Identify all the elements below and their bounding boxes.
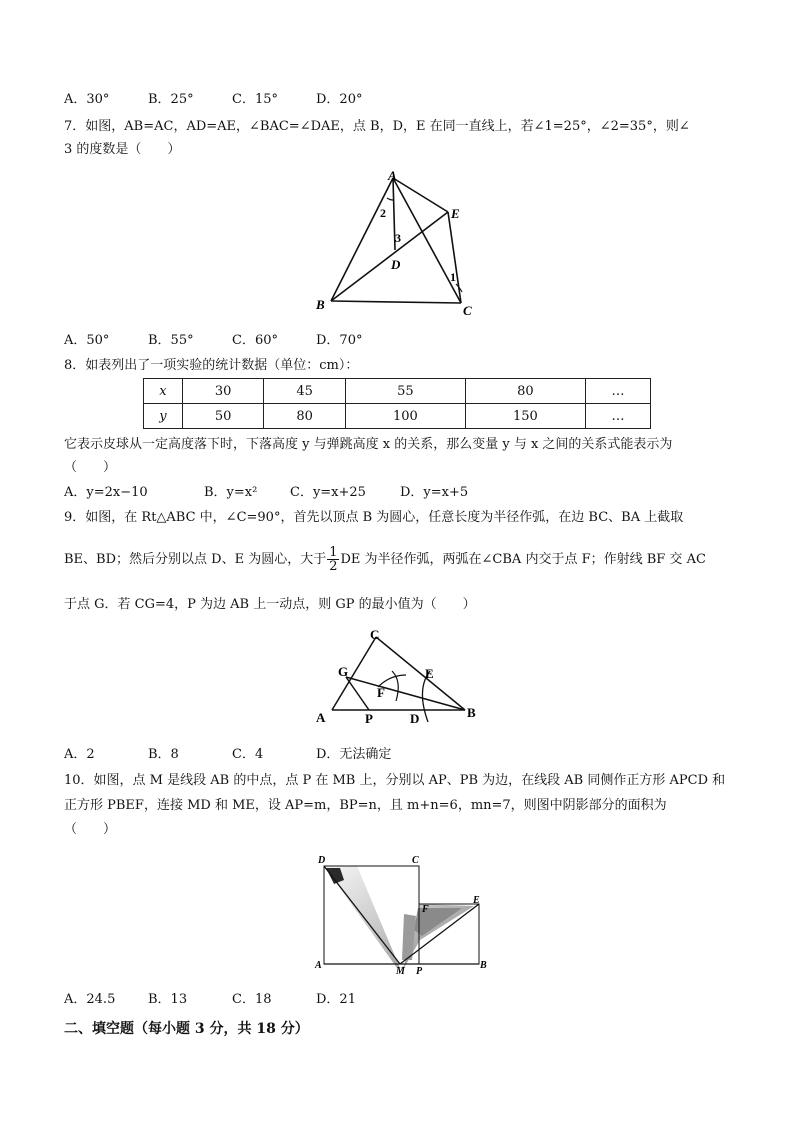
q8-choice-c[interactable]: C．y=x+25 [290, 485, 366, 500]
table-cell: … [585, 379, 650, 404]
table-row [144, 404, 651, 429]
q9-fraction [327, 546, 339, 573]
q7-label-b: B [316, 297, 325, 312]
q7-label-e: E [451, 206, 460, 221]
q9-choice-d[interactable]: D．无法确定 [316, 747, 392, 762]
q7-seg-ae [393, 178, 448, 212]
q10-shaded-region [324, 866, 474, 968]
q10-choice-a[interactable]: A．24.5 [64, 992, 116, 1007]
table-cell: 150 [465, 404, 585, 429]
q7-choice-a[interactable]: A．50° [64, 333, 110, 348]
q9-label-p: P [365, 711, 373, 726]
q7-seg-ab [331, 178, 393, 301]
q9-label-e: E [425, 666, 434, 681]
table-cell: y [144, 404, 183, 429]
q9-label-g: G [338, 664, 349, 679]
q10-label-e: E [473, 895, 480, 906]
q10-label-m: M [396, 966, 405, 977]
table-cell: 50 [182, 404, 264, 429]
q7-label-a: A [388, 168, 397, 183]
q9-label-c: C [370, 627, 380, 642]
table-row [144, 379, 651, 404]
q9-choice-a[interactable]: A．2 [64, 747, 95, 762]
q6-choice-b[interactable]: B．25° [148, 92, 194, 107]
table-cell: 30 [182, 379, 264, 404]
q8-stem: 8．如表列出了一项实验的统计数据（单位：cm）： [64, 358, 359, 373]
q8-choice-a[interactable]: A．y=2x−10 [64, 485, 148, 500]
q8-data-table [143, 378, 651, 429]
q7-label-1: 1 [450, 270, 456, 284]
q8-choices [64, 484, 510, 502]
q7-choice-b[interactable]: B．55° [148, 333, 194, 348]
q10-figure [312, 850, 492, 980]
q10-stem-line1: 10．如图，点 M 是线段 AB 的中点，点 P 在 MB 上，分别以 AP、PB 为边，在线段 AB 同侧作正方形 APCD 和 [64, 773, 726, 788]
q10-label-f: F [422, 904, 429, 915]
q7-angle2-arc [387, 198, 393, 200]
q6-choice-a[interactable]: A．30° [64, 92, 110, 107]
q10-choice-c[interactable]: C．18 [232, 992, 272, 1007]
q7-seg-be [331, 212, 448, 301]
q10-label-d: D [318, 855, 326, 866]
table-cell: x [144, 379, 183, 404]
q8-choice-d[interactable]: D．y=x+5 [400, 485, 469, 500]
q10-stem-line3: （ ） [64, 822, 117, 837]
q9-stem-line2-part1: BE、BD；然后分别以点 D、E 为圆心，大于 [64, 552, 327, 567]
q10-label-c: C [412, 855, 419, 866]
q10-label-a: A [315, 960, 322, 971]
q9-stem-line1: 9．如图，在 Rt△ABC 中，∠C=90°，首先以顶点 B 为圆心，任意长度为半径作弧，在边 BC、BA 上截取 [64, 510, 684, 525]
q9-label-b: B [467, 705, 476, 720]
q7-label-2: 2 [380, 206, 386, 220]
q10-label-p: P [416, 966, 423, 977]
q10-stem-line2: 正方形 PBEF，连接 MD 和 ME，设 AP=m，BP=n，且 m+n=6，mn=7，则图中阴影部分的面积为 [64, 798, 667, 813]
q9-choice-c[interactable]: C．4 [232, 747, 264, 762]
q9-stem-line3: 于点 G．若 CG=4，P 为边 AB 上一动点，则 GP 的最小值为（ ） [64, 597, 476, 612]
q10-choice-d[interactable]: D．21 [316, 992, 356, 1007]
q10-choice-b[interactable]: B．13 [148, 992, 188, 1007]
q7-seg-ac [393, 178, 461, 303]
table-cell: 45 [264, 379, 346, 404]
q9-label-f: F [377, 685, 385, 700]
q10-label-b: B [480, 960, 487, 971]
q9-label-a: A [316, 710, 326, 725]
q7-label-c: C [463, 303, 472, 318]
q7-figure [310, 168, 485, 318]
table-cell: … [585, 404, 650, 429]
table-cell: 80 [264, 404, 346, 429]
q6-choice-c[interactable]: C．15° [232, 92, 278, 107]
table-cell: 80 [465, 379, 585, 404]
q9-stem-line2 [64, 544, 706, 576]
q7-choice-d[interactable]: D．70° [316, 333, 363, 348]
q10-choices [64, 991, 400, 1009]
q9-seg-bg [346, 677, 465, 710]
q9-stem-line2-part2: DE 为半径作弧，两弧在∠CBA 内交于点 F；作射线 BF 交 AC [340, 552, 706, 567]
section-heading: 二、填空题（每小题 3 分，共 18 分） [64, 1021, 309, 1037]
q9-frac-numerator: 1 [329, 545, 338, 560]
q8-desc-line2: （ ） [64, 460, 117, 475]
q7-seg-bc [331, 301, 461, 303]
q8-desc-line1: 它表示皮球从一定高度落下时，下落高度 y 与弹跳高度 x 的关系，那么变量 y 与 x 之间的关系式能表示为 [64, 437, 673, 452]
q8-choice-b[interactable]: B．y=x² [204, 485, 258, 500]
table-cell: 100 [345, 404, 465, 429]
q6-choice-d[interactable]: D．20° [316, 92, 363, 107]
q9-seg-cb [376, 637, 465, 710]
table-cell: 55 [345, 379, 465, 404]
q9-frac-denominator: 2 [329, 559, 338, 574]
q9-choices [64, 746, 436, 764]
q7-seg-ec [448, 212, 461, 303]
q9-choice-b[interactable]: B．8 [148, 747, 179, 762]
q7-stem-line2: 3 的度数是（ ） [64, 142, 181, 157]
q7-label-d: D [391, 257, 401, 272]
q7-stem-line1: 7．如图，AB=AC，AD=AE，∠BAC=∠DAE，点 B，D，E 在同一直线上，若∠1=25°，∠2=35°，则∠ [64, 119, 690, 134]
q7-choice-c[interactable]: C．60° [232, 333, 278, 348]
q6-choices [64, 91, 400, 109]
q9-label-d: D [410, 711, 420, 726]
q9-figure [310, 627, 485, 727]
q7-choices [64, 332, 400, 350]
q7-label-3: 3 [395, 231, 401, 245]
